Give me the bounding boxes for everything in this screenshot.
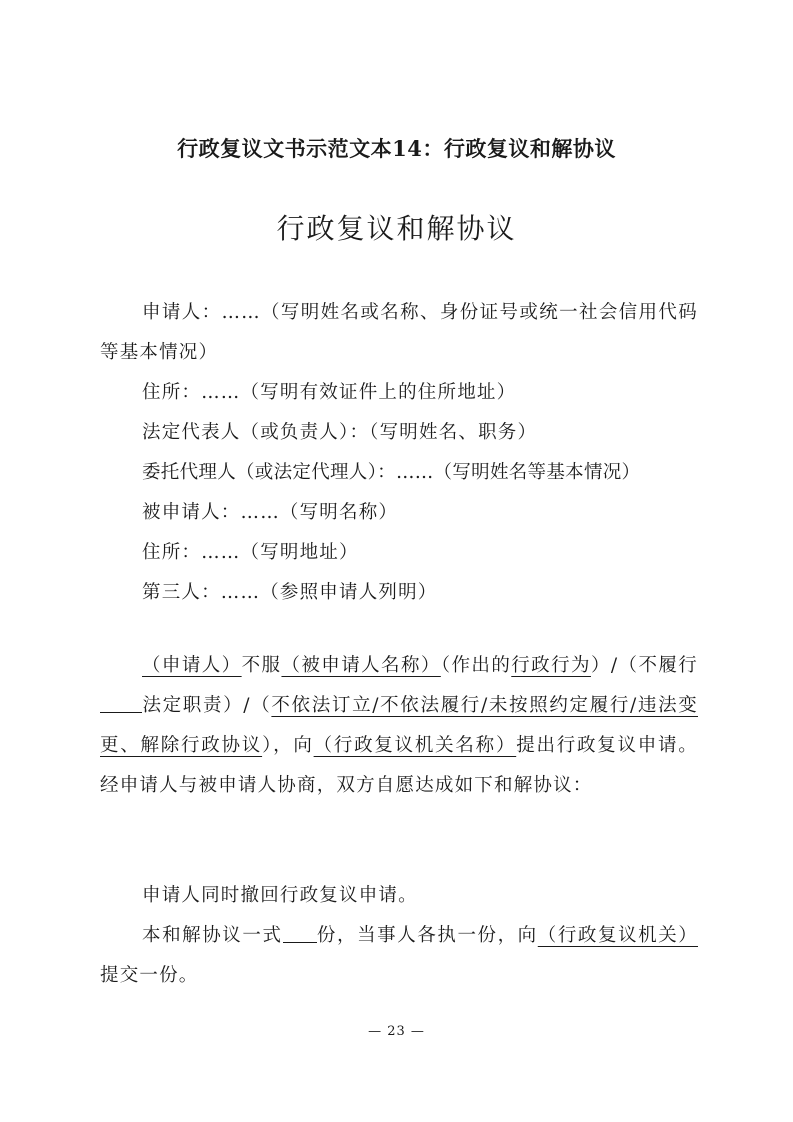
respondent-address-line: 住所：……（写明地址） [142,542,359,563]
agreement-options-placeholder: 不依法订立/不依法履行/未按照约定履行/违法变更、解除行政协议 [100,695,698,756]
body-text: 提出行政复议申请。经申请人与被申请人协商，双方自愿达成如下和解协议： [100,735,698,796]
applicant-address-line: 住所：……（写明有效证件上的住所地址） [142,382,517,403]
blank-underline [100,692,142,713]
document-title: 行政复议和解协议 [276,212,517,245]
authority-placeholder: （行政复议机关名称） [313,735,517,756]
respondent-placeholder: （被申请人名称） [281,655,441,676]
body-text: ），向 [262,735,314,756]
body-text: 不服 [241,655,282,676]
respondent-line: 被申请人：……（写明名称） [142,502,399,523]
page-number: — 23 — [368,1024,425,1039]
agreement-body [100,646,698,806]
agreement-paragraph [100,646,698,806]
copies-text: 本和解协议一式 [142,925,283,946]
document-heading: 行政复议文书示范文本14：行政复议和解协议 [177,136,616,161]
agreement-terms [100,876,698,996]
copies-clause [100,916,698,996]
authority-placeholder: （行政复议机关） [537,925,698,946]
body-text: ）/（不履行 [590,655,698,676]
applicant-line: 申请人：……（写明姓名或名称、身份证号或统一社会信用代码等基本情况） [100,302,698,363]
action-placeholder: 行政行为 [511,655,591,676]
agent-line: 委托代理人（或法定代理人）：……（写明姓名等基本情况） [142,462,641,483]
copies-text: 提交一份。 [100,965,199,986]
third-party-line: 第三人：……（参照申请人列明） [142,582,438,603]
withdraw-clause: 申请人同时撤回行政复议申请。 [142,885,418,906]
body-text: （作出的 [440,655,512,676]
copies-text: 份，当事人各执一份，向 [316,925,538,946]
parties-section [100,293,698,613]
body-text: 法定职责）/（ [142,695,272,716]
legal-representative-line: 法定代表人（或负责人）：（写明姓名、职务） [142,422,538,443]
applicant-placeholder: （申请人） [142,655,242,676]
blank-underline [283,922,317,943]
